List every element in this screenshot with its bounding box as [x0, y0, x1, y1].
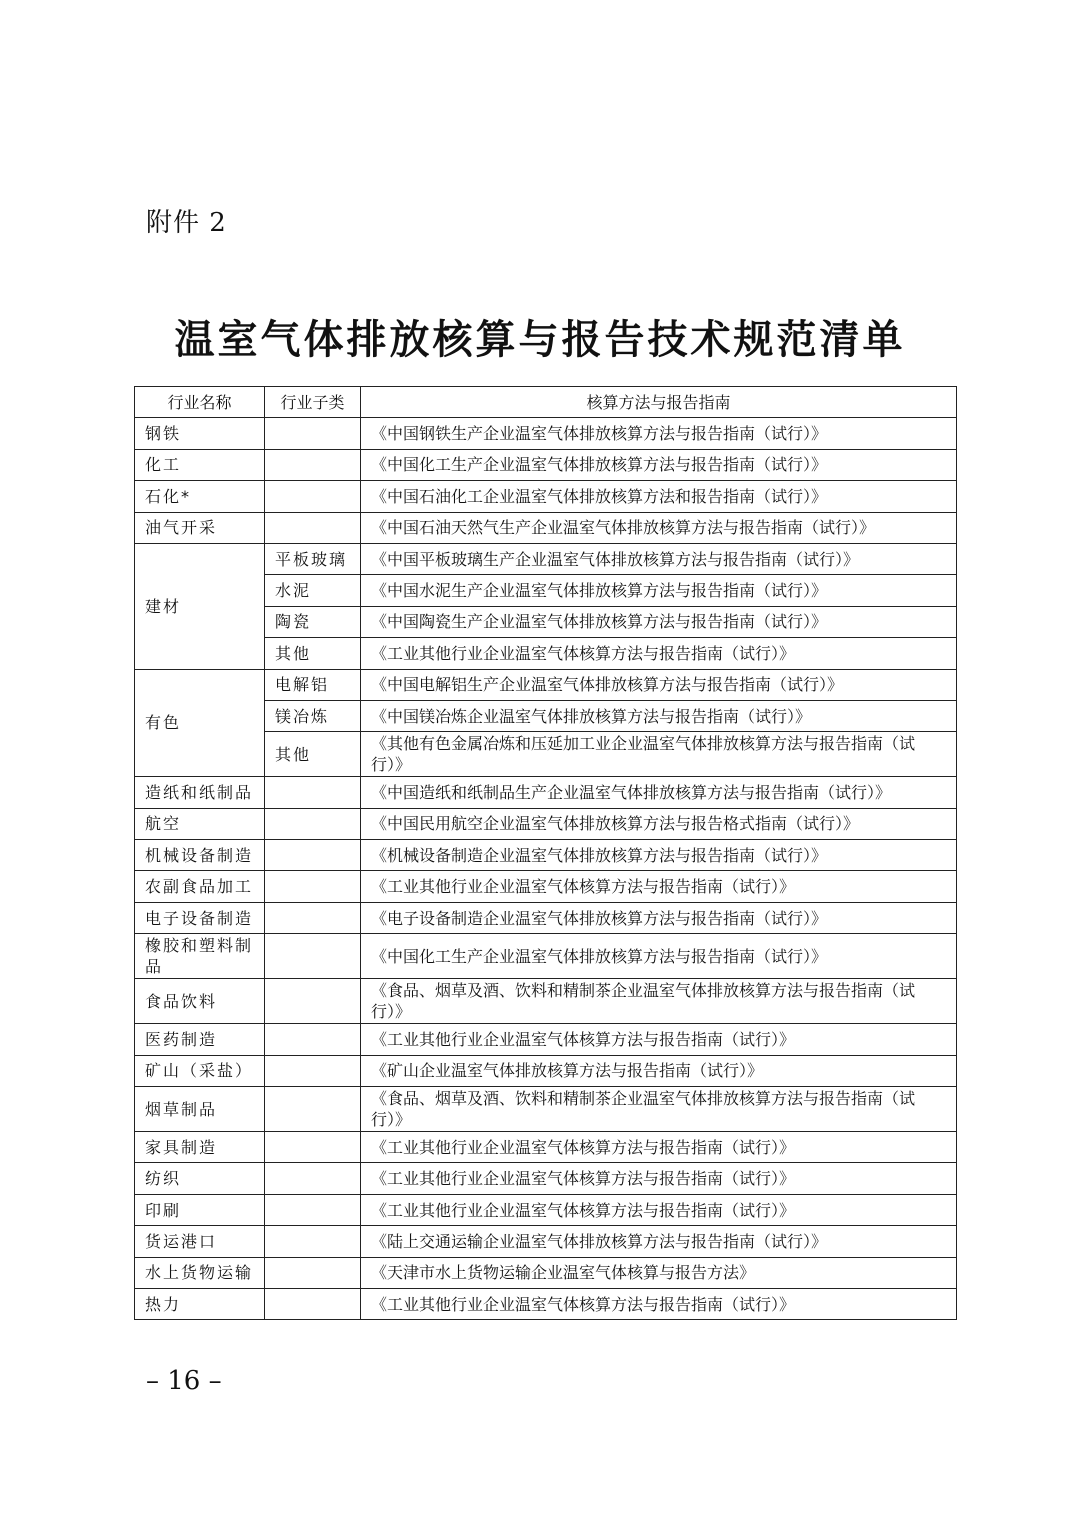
page-title: 温室气体排放核算与报告技术规范清单 [174, 316, 906, 363]
industry-cell: 航空 [135, 808, 265, 839]
subcategory-cell: 其他 [265, 638, 361, 669]
subcategory-cell [265, 1132, 361, 1163]
guide-cell: 《中国石油天然气生产企业温室气体排放核算方法与报告指南（试行）》 [361, 512, 957, 543]
subcategory-cell [265, 1024, 361, 1055]
guide-cell: 《食品、烟草及酒、饮料和精制茶企业温室气体排放核算方法与报告指南（试行）》 [361, 1087, 957, 1132]
subcategory-cell [265, 808, 361, 839]
guide-cell: 《陆上交通运输企业温室气体排放核算方法与报告指南（试行）》 [361, 1226, 957, 1257]
industry-cell: 电子设备制造 [135, 902, 265, 933]
standards-table [134, 386, 957, 1320]
subcategory-cell: 电解铝 [265, 669, 361, 700]
subcategory-cell [265, 871, 361, 902]
industry-cell: 橡胶和塑料制品 [135, 934, 265, 979]
industry-cell: 纺织 [135, 1163, 265, 1194]
industry-cell: 医药制造 [135, 1024, 265, 1055]
guide-cell: 《中国镁冶炼企业温室气体排放核算方法与报告指南（试行）》 [361, 700, 957, 731]
guide-cell: 《电子设备制造企业温室气体排放核算方法与报告指南（试行）》 [361, 902, 957, 933]
industry-cell: 印刷 [135, 1194, 265, 1225]
table-row [135, 1257, 957, 1288]
table-header-row [135, 387, 957, 418]
subcategory-cell: 镁冶炼 [265, 700, 361, 731]
industry-cell: 矿山（采盐） [135, 1055, 265, 1086]
guide-cell: 《工业其他行业企业温室气体核算方法与报告指南（试行）》 [361, 1132, 957, 1163]
table-row [135, 512, 957, 543]
table-row [135, 902, 957, 933]
guide-cell: 《矿山企业温室气体排放核算方法与报告指南（试行）》 [361, 1055, 957, 1086]
table-row [135, 418, 957, 449]
guide-cell: 《机械设备制造企业温室气体排放核算方法与报告指南（试行）》 [361, 840, 957, 871]
guide-cell: 《工业其他行业企业温室气体核算方法与报告指南（试行）》 [361, 1288, 957, 1319]
guide-cell: 《工业其他行业企业温室气体核算方法与报告指南（试行）》 [361, 638, 957, 669]
table-row [135, 481, 957, 512]
guide-cell: 《工业其他行业企业温室气体核算方法与报告指南（试行）》 [361, 1163, 957, 1194]
attachment-label: 附件 2 [146, 208, 227, 238]
subcategory-cell [265, 840, 361, 871]
subcategory-cell [265, 481, 361, 512]
guide-cell: 《中国民用航空企业温室气体排放核算方法与报告格式指南（试行）》 [361, 808, 957, 839]
industry-cell: 货运港口 [135, 1226, 265, 1257]
subcategory-cell: 陶瓷 [265, 606, 361, 637]
table-row [135, 1194, 957, 1225]
subcategory-cell: 水泥 [265, 575, 361, 606]
subcategory-cell: 平板玻璃 [265, 543, 361, 574]
guide-cell: 《其他有色金属冶炼和压延加工业企业温室气体排放核算方法与报告指南（试行）》 [361, 732, 957, 777]
subcategory-cell [265, 1226, 361, 1257]
guide-cell: 《工业其他行业企业温室气体核算方法与报告指南（试行）》 [361, 1024, 957, 1055]
industry-cell: 农副食品加工 [135, 871, 265, 902]
guide-cell: 《中国电解铝生产企业温室气体排放核算方法与报告指南（试行）》 [361, 669, 957, 700]
guide-cell: 《中国化工生产企业温室气体排放核算方法与报告指南（试行）》 [361, 449, 957, 480]
page-number: – 16 – [146, 1366, 222, 1396]
table-row [135, 777, 957, 808]
industry-cell: 热力 [135, 1288, 265, 1319]
industry-cell: 造纸和纸制品 [135, 777, 265, 808]
table-row [135, 840, 957, 871]
guide-cell: 《天津市水上货物运输企业温室气体核算与报告方法》 [361, 1257, 957, 1288]
table-row [135, 934, 957, 979]
table-row [135, 1288, 957, 1319]
guide-cell: 《中国石油化工企业温室气体排放核算方法和报告指南（试行）》 [361, 481, 957, 512]
subcategory-cell [265, 777, 361, 808]
subcategory-cell [265, 1257, 361, 1288]
industry-cell: 建材 [135, 543, 265, 669]
guide-cell: 《中国造纸和纸制品生产企业温室气体排放核算方法与报告指南（试行）》 [361, 777, 957, 808]
subcategory-cell [265, 1087, 361, 1132]
industry-cell: 石化* [135, 481, 265, 512]
table-row [135, 979, 957, 1024]
subcategory-cell [265, 449, 361, 480]
subcategory-cell [265, 1055, 361, 1086]
industry-cell: 钢铁 [135, 418, 265, 449]
table-row [135, 1087, 957, 1132]
guide-cell: 《中国化工生产企业温室气体排放核算方法与报告指南（试行）》 [361, 934, 957, 979]
table-row [135, 1163, 957, 1194]
guide-cell: 《工业其他行业企业温室气体核算方法与报告指南（试行）》 [361, 871, 957, 902]
header-subcategory: 行业子类 [265, 387, 361, 418]
industry-cell: 家具制造 [135, 1132, 265, 1163]
subcategory-cell [265, 979, 361, 1024]
table-row [135, 669, 957, 700]
subcategory-cell [265, 1194, 361, 1225]
guide-cell: 《中国陶瓷生产企业温室气体排放核算方法与报告指南（试行）》 [361, 606, 957, 637]
table-row [135, 1055, 957, 1086]
subcategory-cell [265, 512, 361, 543]
subcategory-cell [265, 418, 361, 449]
subcategory-cell: 其他 [265, 732, 361, 777]
table-row [135, 1132, 957, 1163]
table-row [135, 543, 957, 574]
table-row [135, 871, 957, 902]
header-guide: 核算方法与报告指南 [361, 387, 957, 418]
table-row [135, 449, 957, 480]
industry-cell: 化工 [135, 449, 265, 480]
subcategory-cell [265, 902, 361, 933]
guide-cell: 《中国水泥生产企业温室气体排放核算方法与报告指南（试行）》 [361, 575, 957, 606]
subcategory-cell [265, 934, 361, 979]
industry-cell: 油气开采 [135, 512, 265, 543]
guide-cell: 《食品、烟草及酒、饮料和精制茶企业温室气体排放核算方法与报告指南（试行）》 [361, 979, 957, 1024]
industry-cell: 水上货物运输 [135, 1257, 265, 1288]
guide-cell: 《中国平板玻璃生产企业温室气体排放核算方法与报告指南（试行）》 [361, 543, 957, 574]
industry-cell: 机械设备制造 [135, 840, 265, 871]
subcategory-cell [265, 1163, 361, 1194]
industry-cell: 有色 [135, 669, 265, 777]
table-row [135, 1024, 957, 1055]
industry-cell: 食品饮料 [135, 979, 265, 1024]
subcategory-cell [265, 1288, 361, 1319]
industry-cell: 烟草制品 [135, 1087, 265, 1132]
guide-cell: 《工业其他行业企业温室气体核算方法与报告指南（试行）》 [361, 1194, 957, 1225]
table-row [135, 1226, 957, 1257]
guide-cell: 《中国钢铁生产企业温室气体排放核算方法与报告指南（试行）》 [361, 418, 957, 449]
header-industry: 行业名称 [135, 387, 265, 418]
table-row [135, 808, 957, 839]
